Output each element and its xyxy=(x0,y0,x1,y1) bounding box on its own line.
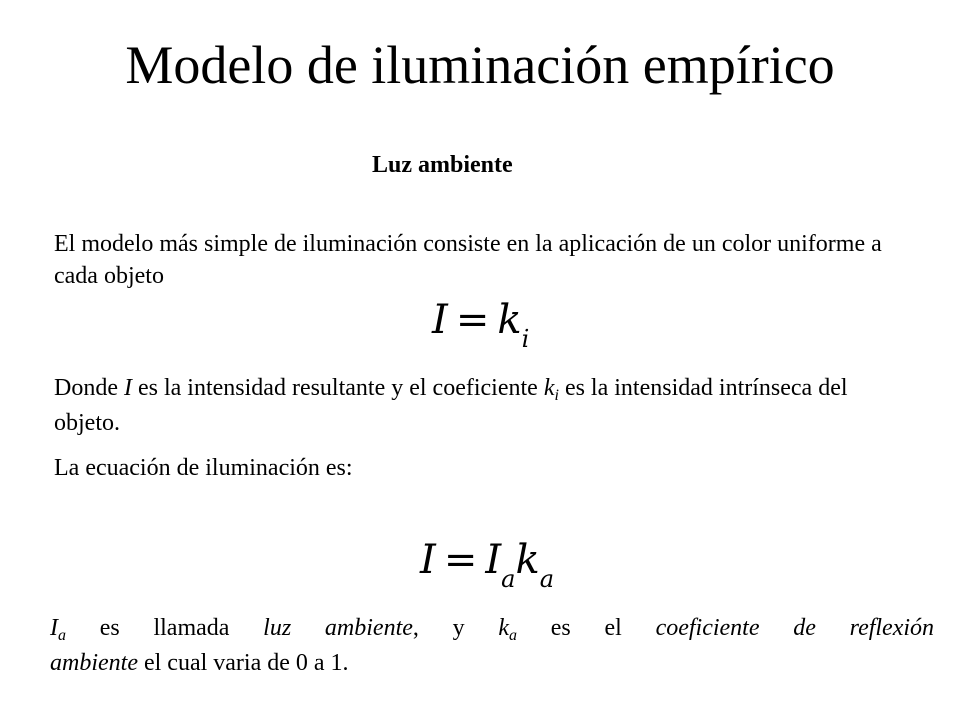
equation-basic xyxy=(432,297,530,353)
p4-text-4: el cual varia de 0 a 1. xyxy=(137,650,349,676)
eq2-equals: = xyxy=(443,537,478,583)
eq2-sub-a2: a xyxy=(539,565,555,593)
eq2-sub-a1: a xyxy=(501,565,516,593)
p4-line-2 xyxy=(50,647,934,679)
p2-text-1: Donde xyxy=(54,375,124,401)
p4-sub-a2: a xyxy=(509,627,518,644)
p4-var-k: k xyxy=(498,615,510,641)
eq1-rhs-sub: i xyxy=(521,325,530,353)
p4-line-1 xyxy=(50,612,934,647)
eq1-rhs-var: k xyxy=(497,297,522,343)
p2-var-i: I xyxy=(123,375,132,401)
p4-text-1: es llamada xyxy=(66,615,264,641)
p2-var-k: k xyxy=(543,375,555,401)
p4-italic-coeficiente: coeficiente de reflexión xyxy=(655,615,935,641)
p4-text-3: es el xyxy=(517,615,656,641)
ambient-explanation-paragraph xyxy=(50,612,934,679)
intro-paragraph: El modelo más simple de iluminación consiste en la aplicación de un color uniforme a cada objeto xyxy=(54,231,882,289)
definition-paragraph xyxy=(54,372,900,439)
p4-italic-luz-ambiente: luz ambiente xyxy=(263,615,413,641)
section-heading: Luz ambiente xyxy=(372,152,513,178)
p2-text-2: es la intensidad resultante y el coeficiente xyxy=(131,375,544,401)
eq2-var-k: k xyxy=(515,537,540,583)
eq1-equals: = xyxy=(455,297,490,343)
eq2-lhs: I xyxy=(420,537,436,583)
p4-var-i: I xyxy=(50,615,58,641)
p2-sub-i: i xyxy=(554,387,559,404)
p4-italic-ambiente: ambiente xyxy=(50,650,138,676)
p4-text-2: , y xyxy=(412,615,499,641)
p4-sub-a1: a xyxy=(58,627,66,644)
equation-ambient xyxy=(420,537,555,593)
slide-title: Modelo de iluminación empírico xyxy=(125,35,835,95)
p2-text-3: es la intensidad intrínseca del objeto. xyxy=(54,375,848,436)
equation-intro-paragraph: La ecuación de iluminación es: xyxy=(54,455,353,481)
eq1-lhs: I xyxy=(432,297,448,343)
eq2-var-i: I xyxy=(485,537,502,583)
